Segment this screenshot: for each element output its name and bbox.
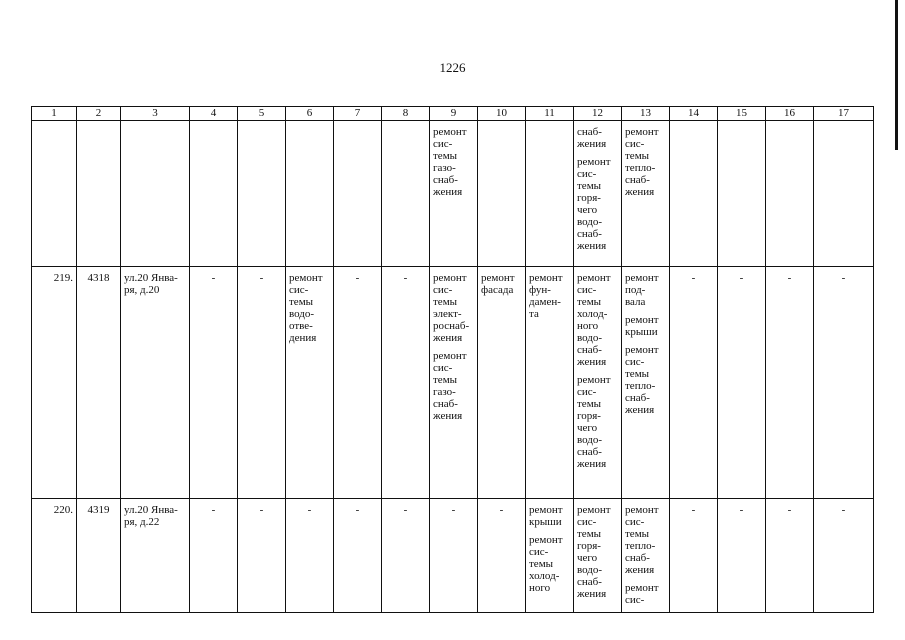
work-entry-line: сис- <box>577 386 597 398</box>
building-code: 4318 <box>77 267 121 499</box>
work-entry <box>625 504 666 576</box>
work-entry-line: сис- <box>625 516 645 528</box>
page-number: 1226 <box>439 60 466 75</box>
work-entry <box>289 272 330 344</box>
work-entry-line: ремонт <box>529 504 563 516</box>
work-entry-line: сис- <box>577 516 597 528</box>
cell-text-line: ул.20 Янва- <box>124 272 178 284</box>
work-entry-line: водо- <box>577 216 603 228</box>
row-number: 220. <box>32 499 77 613</box>
table-cell <box>190 121 238 267</box>
column-header: 1 <box>32 107 77 121</box>
table-cell: - <box>334 267 382 499</box>
work-entry-line: ремонт <box>625 582 659 594</box>
work-entry-line: ремонт <box>625 126 659 138</box>
work-entry-line: чего <box>577 552 598 564</box>
table-cell: - <box>766 267 814 499</box>
work-entry-line: жения <box>577 356 607 368</box>
work-entry-line: темы <box>289 296 314 308</box>
table-cell <box>286 121 334 267</box>
column-header: 9 <box>430 107 478 121</box>
table-cell <box>622 121 670 267</box>
table-cell: - <box>190 499 238 613</box>
work-entry <box>625 582 666 606</box>
work-entry <box>625 126 666 198</box>
work-entry <box>481 272 522 296</box>
table-cell: - <box>814 267 874 499</box>
header-row <box>32 107 874 121</box>
work-entry-line: сис- <box>433 362 453 374</box>
table-cell <box>430 121 478 267</box>
table-cell <box>574 121 622 267</box>
work-entry-line: водо- <box>577 332 603 344</box>
work-entry-line: вала <box>625 296 646 308</box>
table-cell: - <box>718 267 766 499</box>
work-entry-line: фасада <box>481 284 514 296</box>
work-entry-line: сис- <box>625 356 645 368</box>
work-entry-line: сис- <box>577 168 597 180</box>
work-entry-line: сис- <box>433 284 453 296</box>
work-entry <box>625 314 666 338</box>
work-entry-line: жения <box>433 332 463 344</box>
work-entry-line: горя- <box>577 410 601 422</box>
work-entry-line: снаб- <box>577 576 602 588</box>
work-entry <box>433 350 474 422</box>
table-cell: - <box>430 499 478 613</box>
work-entry <box>529 504 570 528</box>
work-entry-line: холод- <box>577 308 608 320</box>
work-entry-line: жения <box>625 564 655 576</box>
work-entry <box>577 374 618 470</box>
table-cell <box>574 267 622 499</box>
work-entry-line: сис- <box>625 138 645 150</box>
table-cell: - <box>190 267 238 499</box>
table-row <box>32 499 874 613</box>
work-entry <box>433 272 474 344</box>
work-entry-line: тепло- <box>625 162 656 174</box>
building-code: 4319 <box>77 499 121 613</box>
table-cell: - <box>382 267 430 499</box>
table-cell <box>382 121 430 267</box>
work-entry-line: темы <box>577 296 602 308</box>
work-entry-line: темы <box>577 528 602 540</box>
work-entry-line: газо- <box>433 386 456 398</box>
work-entry-line: ремонт <box>577 504 611 516</box>
table-cell <box>32 121 77 267</box>
table-cell: - <box>478 499 526 613</box>
work-entry-line: жения <box>625 404 655 416</box>
work-entry-line: ремонт <box>625 314 659 326</box>
work-entry-line: жения <box>577 458 607 470</box>
work-entry-line: крыши <box>625 326 658 338</box>
column-header: 16 <box>766 107 814 121</box>
works-table <box>31 106 874 613</box>
work-entry-line: водо- <box>289 308 315 320</box>
column-header: 3 <box>121 107 190 121</box>
work-entry-line: сис- <box>289 284 309 296</box>
work-entry <box>529 534 570 594</box>
address-cell <box>121 499 190 613</box>
table-cell: - <box>670 267 718 499</box>
work-entry <box>577 272 618 368</box>
column-header: 13 <box>622 107 670 121</box>
work-entry-line: сис- <box>529 546 549 558</box>
table-cell: - <box>670 499 718 613</box>
column-header: 10 <box>478 107 526 121</box>
work-entry-line: темы <box>625 150 650 162</box>
work-entry-line: водо- <box>577 564 603 576</box>
work-entry-line: темы <box>433 150 458 162</box>
column-header: 8 <box>382 107 430 121</box>
work-entry-line: отве- <box>289 320 313 332</box>
work-entry-line: горя- <box>577 540 601 552</box>
work-entry-line: ного <box>577 320 599 332</box>
work-entry-line: ремонт <box>529 534 563 546</box>
work-entry-line: ремонт <box>625 504 659 516</box>
table-cell <box>430 267 478 499</box>
work-entry-line: крыши <box>529 516 562 528</box>
work-entry-line: темы <box>577 398 602 410</box>
work-entry-line: элект- <box>433 308 462 320</box>
work-entry-line: дения <box>289 332 317 344</box>
table-cell <box>526 121 574 267</box>
work-entry-line: жения <box>577 240 607 252</box>
work-entry-line: та <box>529 308 539 320</box>
column-header: 15 <box>718 107 766 121</box>
work-entry-line: снаб- <box>625 552 650 564</box>
work-entry-line: сис- <box>577 284 597 296</box>
table-cell: - <box>334 499 382 613</box>
column-header: 14 <box>670 107 718 121</box>
work-entry-line: снаб- <box>577 344 602 356</box>
work-entry <box>577 156 618 252</box>
work-entry-line: темы <box>577 180 602 192</box>
work-entry-line: жения <box>433 186 463 198</box>
address-cell <box>121 267 190 499</box>
work-entry-line: снаб- <box>625 392 650 404</box>
work-entry-line: темы <box>433 374 458 386</box>
table-cell: - <box>238 267 286 499</box>
table-cell: - <box>382 499 430 613</box>
table-cell <box>121 121 190 267</box>
column-header: 5 <box>238 107 286 121</box>
work-entry-line: ного <box>529 582 551 594</box>
work-entry-line: газо- <box>433 162 456 174</box>
work-entry <box>577 504 618 600</box>
work-entry-line: ремонт <box>577 272 611 284</box>
work-entry-line: ремонт <box>577 374 611 386</box>
work-entry-line: чего <box>577 422 598 434</box>
work-entry <box>577 126 618 150</box>
cell-text-line: ря, д.20 <box>124 284 160 296</box>
work-entry-line: ремонт <box>433 350 467 362</box>
work-entry-line: холод- <box>529 570 560 582</box>
work-entry-line: темы <box>625 368 650 380</box>
work-entry-line: под- <box>625 284 646 296</box>
work-entry-line: ремонт <box>625 272 659 284</box>
column-header: 7 <box>334 107 382 121</box>
work-entry <box>625 272 666 308</box>
table-cell <box>526 499 574 613</box>
work-entry-line: ремонт <box>481 272 515 284</box>
table-cell <box>478 267 526 499</box>
work-entry-line: снаб- <box>577 228 602 240</box>
work-entry-line: снаб- <box>625 174 650 186</box>
work-entry-line: горя- <box>577 192 601 204</box>
table-cell <box>77 121 121 267</box>
table-cell: - <box>718 499 766 613</box>
work-entry-line: роснаб- <box>433 320 470 332</box>
work-entry <box>625 344 666 416</box>
cell-text-line: ул.20 Янва- <box>124 504 178 516</box>
row-number: 219. <box>32 267 77 499</box>
column-header: 11 <box>526 107 574 121</box>
table-cell <box>814 121 874 267</box>
work-entry <box>433 126 474 198</box>
work-entry-line: тепло- <box>625 380 656 392</box>
table-cell <box>526 267 574 499</box>
table-cell <box>766 121 814 267</box>
table-cell <box>622 499 670 613</box>
work-entry-line: темы <box>625 528 650 540</box>
column-header: 17 <box>814 107 874 121</box>
continuation-row <box>32 121 874 267</box>
table-cell: - <box>814 499 874 613</box>
table-cell <box>718 121 766 267</box>
work-entry-line: снаб- <box>577 126 602 138</box>
table-cell <box>622 267 670 499</box>
work-entry-line: тепло- <box>625 540 656 552</box>
column-header: 12 <box>574 107 622 121</box>
work-entry-line: ремонт <box>433 126 467 138</box>
table-cell <box>670 121 718 267</box>
table-cell <box>478 121 526 267</box>
work-entry-line: жения <box>433 410 463 422</box>
work-entry-line: снаб- <box>433 398 458 410</box>
work-entry-line: снаб- <box>577 446 602 458</box>
page-edge-mark <box>895 0 898 150</box>
work-entry-line: темы <box>433 296 458 308</box>
table-cell <box>334 121 382 267</box>
table-cell <box>286 267 334 499</box>
work-entry-line: снаб- <box>433 174 458 186</box>
work-entry-line: жения <box>577 138 607 150</box>
work-entry-line: сис- <box>433 138 453 150</box>
work-entry-line: ремонт <box>289 272 323 284</box>
table-row <box>32 267 874 499</box>
work-entry-line: ремонт <box>529 272 563 284</box>
column-header: 6 <box>286 107 334 121</box>
work-entry-line: темы <box>529 558 554 570</box>
work-entry-line: ремонт <box>625 344 659 356</box>
work-entry-line: ремонт <box>433 272 467 284</box>
column-header: 2 <box>77 107 121 121</box>
work-entry-line: ремонт <box>577 156 611 168</box>
cell-text-line: ря, д.22 <box>124 516 160 528</box>
work-entry-line: жения <box>577 588 607 600</box>
work-entry-line: фун- <box>529 284 551 296</box>
work-entry-line: жения <box>625 186 655 198</box>
table-cell: - <box>238 499 286 613</box>
work-entry-line: сис- <box>625 594 645 606</box>
work-entry <box>529 272 570 320</box>
column-header: 4 <box>190 107 238 121</box>
table-cell: - <box>286 499 334 613</box>
work-entry-line: водо- <box>577 434 603 446</box>
table-cell <box>238 121 286 267</box>
table-cell <box>574 499 622 613</box>
work-entry-line: дамен- <box>529 296 561 308</box>
table-cell: - <box>766 499 814 613</box>
work-entry-line: чего <box>577 204 598 216</box>
